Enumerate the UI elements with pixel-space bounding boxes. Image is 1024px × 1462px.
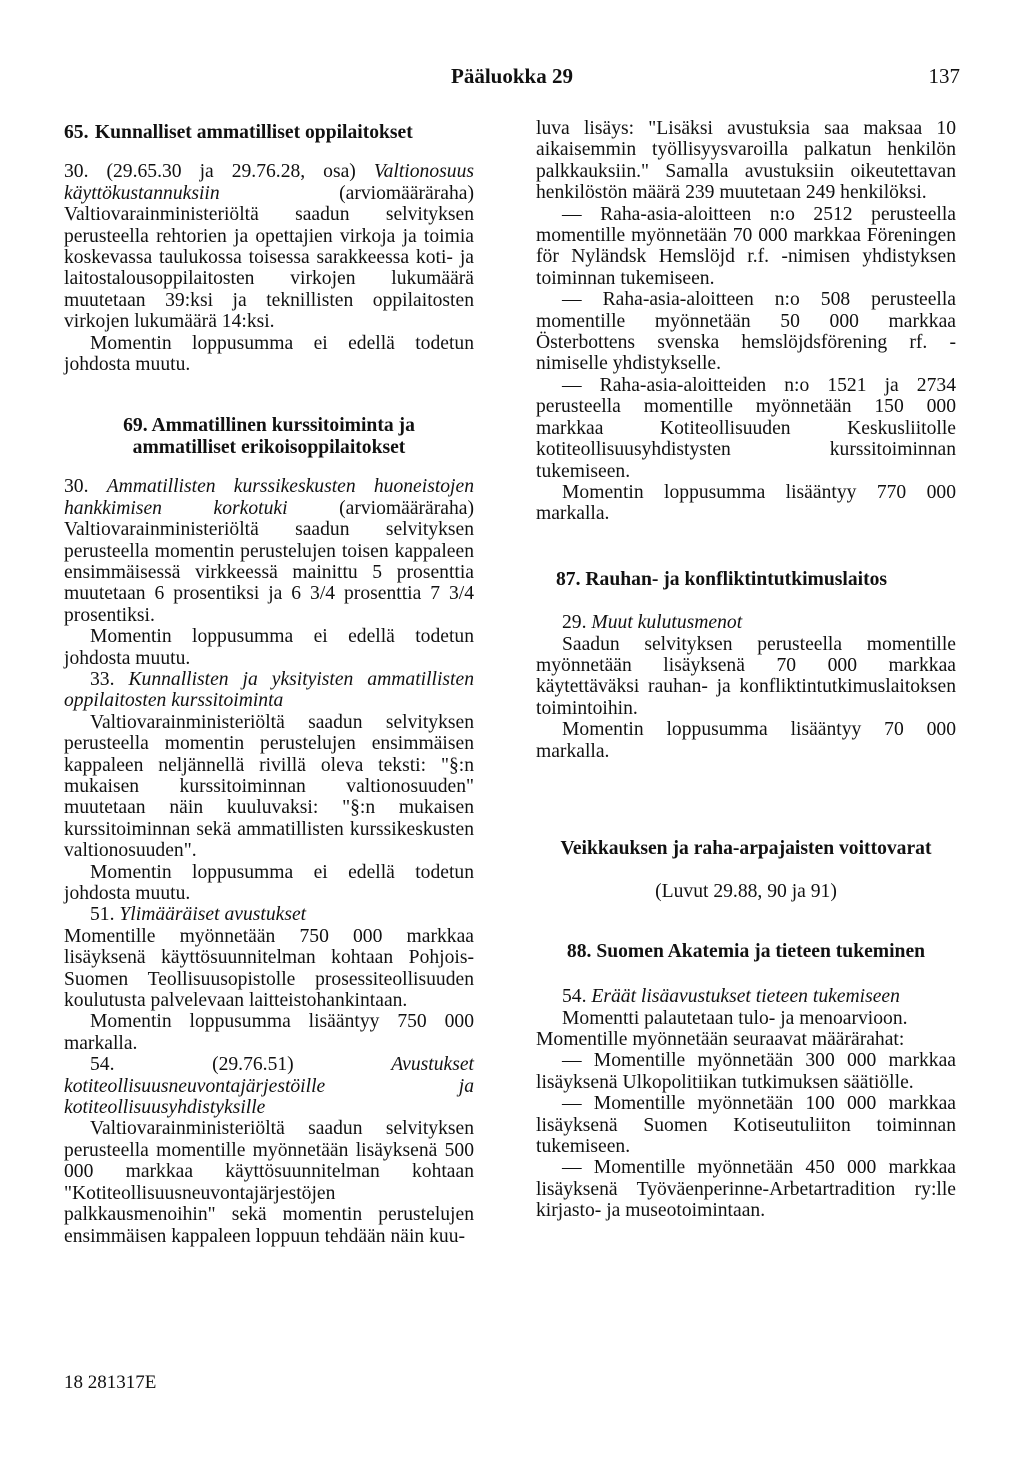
moment-69-33-title: Kunnallisten ja yksityisten ammatillisten oppilaitosten kurssitoiminta <box>64 668 474 712</box>
page-number: 137 <box>928 64 960 88</box>
section-87-title: Rauhan- ja konfliktintutkimuslaitos <box>585 568 888 590</box>
moment-69-30-sum: Momentin loppusumma ei edellä todetun johdosta muutu. <box>64 626 474 669</box>
aloite-item-3: — Raha-asia-aloitteiden n:o 1521 ja 2734 perusteella momentille myönnetään 150 000 markkaa Kotiteollisuuden Keskusliitolle kotiteollisuusyhdistysten kurssitoiminnan tukemiseen. <box>536 374 956 482</box>
moment-69-51-number: 51. <box>90 904 115 926</box>
moment-88-54-title: Eräät lisäavustukset tieteen tukemiseen <box>591 986 900 1008</box>
veikkaus-heading: Veikkauksen ja raha-arpajaisten voittovarat <box>560 837 932 859</box>
moment-69-51-title: Ylimääräiset avustukset <box>119 904 307 926</box>
section-65-title: Kunnalliset ammatilliset oppilaitokset <box>94 122 413 143</box>
page-header-title: Pääluokka 29 <box>451 64 573 88</box>
section-87-heading <box>556 569 956 590</box>
moment-65-30-text: Valtiovarainministeriöltä saadun selvityksen perusteella rehtorien ja opettajien virkoja ja toimia koskevassa taulukossa toisessa sarakkeessa koti- ja laitostalousoppilaitosten virkojen lukumäärä muutetaan 39:ksi ja teknillisten oppilaitosten virkojen lukumäärä 14:ksi. <box>64 204 474 333</box>
moment-65-30 <box>64 161 474 332</box>
section-65-number: 65. <box>64 122 89 143</box>
moment-65-30-number: 30. (29.65.30 ja 29.76.28, osa) <box>64 161 356 183</box>
moment-88-54-line1: Momentti palautetaan tulo- ja menoarvioon. <box>562 1007 908 1029</box>
moment-87-29-number: 29. <box>562 612 587 634</box>
grant-item-3: — Momentille myönnetään 450 000 markkaa lisäyksenä Työväenperinne-Arbetartradition ry:lle kirjasto- ja museotoimintaan. <box>536 1157 956 1222</box>
moment-69-51-text: Momentille myönnetään 750 000 markkaa lisäyksenä käyttösuunnitelman kohtaan Pohjois-Suomen Teollisuusopistolle prosessiteollisuuden koulutusta palvelevaan laitteistohankintaan. <box>64 925 474 1012</box>
aloite-item-1: — Raha-asia-aloitteen n:o 2512 perusteella momentille myönnetään 70 000 markkaa Föreningen för Nyländsk Hemslöjd r.f. -nimisen yhdistyksen toiminnan tukemiseen. <box>536 203 956 289</box>
section-88-number: 88. <box>566 940 592 962</box>
section-69-number: 69. <box>123 415 148 437</box>
grant-item-2: — Momentille myönnetään 100 000 markkaa lisäyksenä Suomen Kotiseutuliiton toiminnan tukemiseen. <box>536 1093 956 1158</box>
moment-69-30-number: 30. <box>64 476 89 498</box>
aloite-item-2: — Raha-asia-aloitteen n:o 508 perusteella momentille myönnetään 50 000 markkaa Österbottens svenska hemslöjdsförening rf. -nimiselle yhdistykselle. <box>536 289 956 375</box>
moment-65-30-tail: (arviomääräraha) <box>339 182 474 204</box>
moment-69-30-tail: (arviomääräraha) <box>339 497 474 519</box>
moment-69-33-number: 33. <box>90 668 115 690</box>
moment-69-30-text: Valtiovarainministeriöltä saadun selvityksen perusteella momentin perustelujen toisen kappaleen ensimmäisessä virkkeessä mainittu 5 prosenttia muutetaan 6 prosentiksi ja 6 3/4 prosenttia 7 3/4 prosentiksi. <box>64 519 474 626</box>
section-88-heading <box>536 941 956 962</box>
veikkaus-subtitle: (Luvut 29.88, 90 ja 91) <box>655 881 837 903</box>
moment-87-29-sum: Momentin loppusumma lisääntyy 70 000 markalla. <box>536 719 956 762</box>
section-87-number: 87. <box>556 568 581 590</box>
moment-69-51-sum: Momentin loppusumma lisääntyy 750 000 markalla. <box>64 1011 474 1054</box>
section-69-title-a: Ammatillinen kurssitoiminta ja <box>151 415 415 437</box>
moment-87-29 <box>536 612 956 633</box>
moment-65-30-sum: Momentin loppusumma ei edellä todetun johdosta muutu. <box>64 332 474 376</box>
moment-65-30-title: Valtionosuus käyttökustannuksiin <box>64 161 474 204</box>
footer-code: 18 281317E <box>64 1372 157 1393</box>
continued-text: luva lisäys: "Lisäksi avustuksia saa maksaa 10 aikaisemmin työllisyysvaroilla palkatun henkilön palkkauksiin." Samalla avustuksiin oikeutettavan henkilöstön määrä 239 muutetaan 249 henkilöksi. <box>536 118 956 204</box>
section-69-title-line2: ammatilliset erikoisoppilaitokset <box>132 436 406 458</box>
section-65-heading <box>64 122 474 143</box>
moment-87-29-title: Muut kulutusmenot <box>591 612 743 634</box>
moment-69-33-text: Valtiovarainministeriöltä saadun selvityksen perusteella momentin perustelujen ensimmäisen kappaleen neljännellä rivillä oleva teksti: "§:n mukaisen kurssitoiminnan valtionosuuden" muutetaan näin kuuluvaksi: "§:n mukaisen kurssitoiminnan sekä ammatillisten kurssikeskusten valtionosuuden". <box>64 711 474 862</box>
section-69-title-line1 <box>64 415 474 436</box>
section-88-title: Suomen Akatemia ja tieteen tukeminen <box>596 940 926 962</box>
moment-69-33 <box>64 669 474 712</box>
right-column <box>536 118 956 1222</box>
moment-69-33-sum: Momentin loppusumma ei edellä todetun johdosta muutu. <box>64 861 474 904</box>
moment-69-51 <box>64 904 474 925</box>
moment-69-54-text: Valtiovarainministeriöltä saadun selvityksen perusteella momentille myönnetään lisäyksenä 500 000 markkaa käyttösuunnitelman kohtaan "Kotiteollisuusneuvontajärjestöjen palkkausmenoihin" sekä momentin perustelujen ensimmäisen kappaleen loppuun tehdään näin kuu- <box>64 1118 474 1247</box>
moment-88-54 <box>536 986 956 1007</box>
moment-69-30-title: Ammatillisten kurssikeskusten huoneistojen hankkimisen korkotuki <box>64 476 474 519</box>
grant-item-1: — Momentille myönnetään 300 000 markkaa lisäyksenä Ulkopolitiikan tutkimuksen säätiölle. <box>536 1050 956 1093</box>
moment-69-30 <box>64 476 474 626</box>
moment-69-54-title: Avustukset kotiteollisuusneuvontajärjestöille ja kotiteollisuusyhdistyksille <box>64 1054 474 1119</box>
moment-sum-770000: Momentin loppusumma lisääntyy 770 000 markalla. <box>536 481 956 525</box>
moment-87-29-text: Saadun selvityksen perusteella momentille myönnetään lisäyksenä 70 000 markkaa käytettäväksi rauhan- ja konfliktintutkimuslaitoksen toimintoihin. <box>536 633 956 719</box>
moment-69-54 <box>64 1054 474 1118</box>
moment-88-54-number: 54. <box>562 986 587 1008</box>
left-column <box>64 118 474 1247</box>
moment-88-54-line2: Momentille myönnetään seuraavat määrärahat: <box>536 1029 905 1050</box>
section-69-heading <box>64 415 474 458</box>
moment-69-54-number: 54. (29.76.51) <box>90 1054 294 1076</box>
